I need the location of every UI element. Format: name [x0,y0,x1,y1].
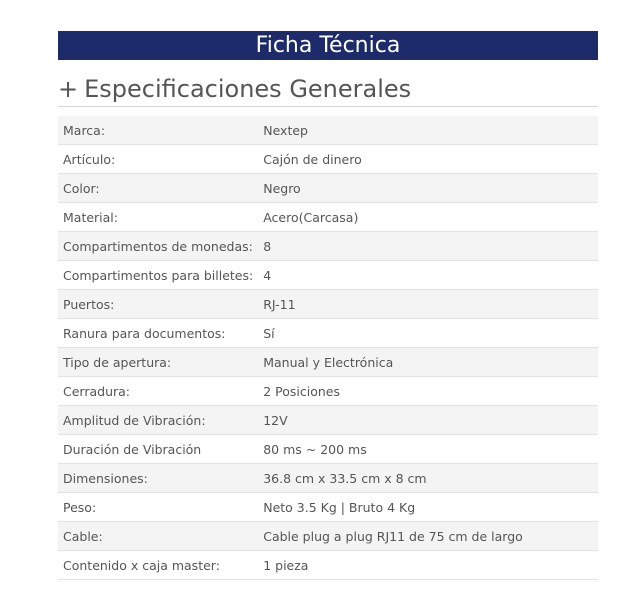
spec-value: 1 pieza [258,551,598,580]
table-row [58,145,598,174]
spec-value: Acero(Carcasa) [258,203,598,232]
table-row [58,290,598,319]
plus-icon[interactable]: + [58,75,79,103]
spec-value: Negro [258,174,598,203]
spec-value: 36.8 cm x 33.5 cm x 8 cm [258,464,598,493]
spec-label: Compartimentos de monedas: [58,232,258,261]
table-row [58,493,598,522]
spec-value: Sí [258,319,598,348]
banner-title: Ficha Técnica [255,33,401,58]
spec-value: RJ-11 [258,290,598,319]
table-row [58,377,598,406]
spec-value: 4 [258,261,598,290]
spec-label: Puertos: [58,290,258,319]
spec-value: Cajón de dinero [258,145,598,174]
spec-value: 80 ms ~ 200 ms [258,435,598,464]
spec-label: Cerradura: [58,377,258,406]
spec-value: Cable plug a plug RJ11 de 75 cm de largo [258,522,598,551]
spec-value: 8 [258,232,598,261]
table-row [58,261,598,290]
spec-value: Manual y Electrónica [258,348,598,377]
table-row [58,232,598,261]
spec-table [58,116,598,580]
section-header-especificaciones[interactable] [58,72,598,107]
table-row [58,464,598,493]
spec-label: Artículo: [58,145,258,174]
spec-value: 12V [258,406,598,435]
spec-value: Nextep [258,116,598,145]
spec-label: Material: [58,203,258,232]
table-row [58,551,598,580]
table-row [58,522,598,551]
spec-label: Ranura para documentos: [58,319,258,348]
table-row [58,435,598,464]
table-row [58,116,598,145]
table-row [58,203,598,232]
table-row [58,319,598,348]
spec-label: Contenido x caja master: [58,551,258,580]
section-title: Especificaciones Generales [84,75,412,103]
spec-value: 2 Posiciones [258,377,598,406]
spec-label: Dimensiones: [58,464,258,493]
spec-label: Compartimentos para billetes: [58,261,258,290]
table-row [58,406,598,435]
spec-table-body [58,116,598,580]
spec-label: Cable: [58,522,258,551]
table-row [58,174,598,203]
spec-label: Amplitud de Vibración: [58,406,258,435]
spec-label: Peso: [58,493,258,522]
table-row [58,348,598,377]
spec-label: Tipo de apertura: [58,348,258,377]
ficha-tecnica-banner [58,31,598,60]
spec-label: Color: [58,174,258,203]
spec-label: Duración de Vibración [58,435,258,464]
spec-label: Marca: [58,116,258,145]
spec-value: Neto 3.5 Kg | Bruto 4 Kg [258,493,598,522]
